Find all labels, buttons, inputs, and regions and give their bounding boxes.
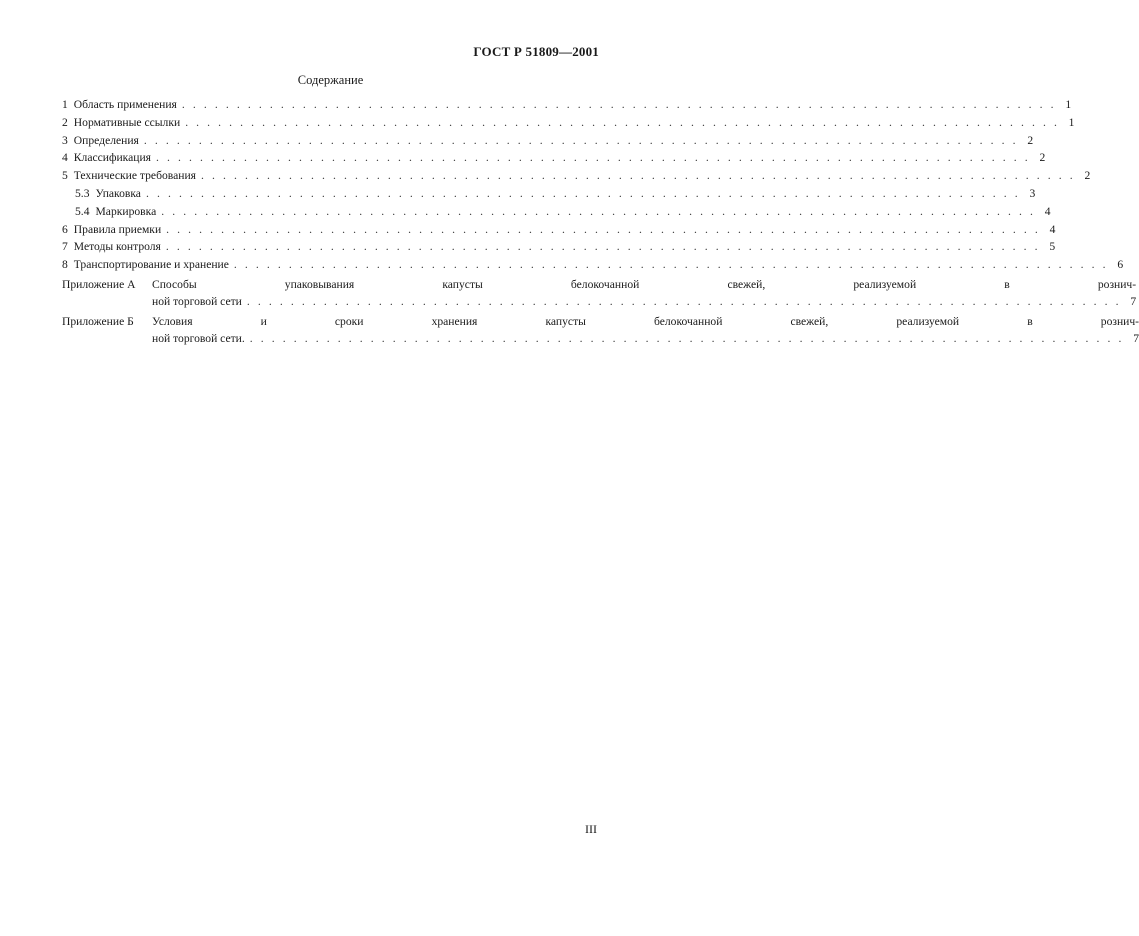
appendix-page: 7 — [1130, 295, 1137, 309]
toc-entry-label: Правила приемки — [73, 222, 162, 236]
toc-entry-6[interactable] — [62, 221, 1056, 239]
toc-entry-1[interactable] — [62, 96, 1072, 114]
toc-entry-5[interactable] — [62, 167, 1091, 185]
toc-entry-label: Упаковка — [95, 186, 141, 200]
toc-entry-number: 5 — [62, 169, 68, 183]
appendix-title-line2: ной торговой сети. — [152, 332, 245, 346]
toc-entry-7[interactable] — [62, 238, 1056, 256]
toc-entry-label: Область применения — [73, 98, 177, 111]
toc-entry-number: 3 — [62, 133, 68, 147]
toc-entry-label: Транспортирование и хранение — [73, 258, 229, 272]
toc-entry-label: Классификация — [73, 151, 152, 165]
toc-entry-label: Нормативные ссылки — [73, 115, 181, 129]
toc-entry-3[interactable] — [62, 132, 1034, 150]
toc-leader-dots: . . . . . . . . . . . . . . . . . . . . . . . . . . . . . . . . . . . . . . . . . . . . . . . . . . . . . . . . . . . . . . . . . . . . . . . . . . . . . . . . — [181, 98, 1057, 111]
toc-entry-number: 5.4 — [75, 204, 90, 218]
page-number: III — [585, 822, 597, 836]
toc-entry-label: Определения — [73, 133, 139, 147]
table-of-contents — [62, 96, 1139, 348]
toc-entry-4[interactable] — [62, 149, 1046, 167]
toc-entry-label: Технические требования — [73, 169, 196, 183]
toc-entry-page: 4 — [1044, 204, 1051, 218]
toc-leader-dots: . . . . . . . . . . . . . . . . . . . . . . . . . . . . . . . . . . . . . . . . . . . . . . . . . . . . . . . . . . . . . . . . . . . . . . . . . . . . . . . . — [249, 332, 1125, 346]
toc-leader-dots: . . . . . . . . . . . . . . . . . . . . . . . . . . . . . . . . . . . . . . . . . . . . . . . . . . . . . . . . . . . . . . . . . . . . . . . . . . . . . . . . — [156, 151, 1031, 165]
toc-title: Содержание — [297, 73, 364, 87]
toc-entry-page: 4 — [1049, 222, 1056, 236]
toc-entry-page: 6 — [1117, 258, 1124, 272]
appendix-body — [152, 276, 1136, 311]
toc-entry-number: 8 — [62, 258, 68, 272]
toc-entry-8[interactable] — [62, 256, 1124, 274]
appendix-title-line2-row — [152, 330, 1139, 348]
toc-entry-5-4[interactable] — [62, 203, 1051, 221]
toc-leader-dots: . . . . . . . . . . . . . . . . . . . . . . . . . . . . . . . . . . . . . . . . . . . . . . . . . . . . . . . . . . . . . . . . . . . . . . . . . . . . . . . . — [233, 258, 1109, 272]
appendix-body — [152, 313, 1139, 348]
appendix-tag: Приложение Б — [62, 314, 134, 328]
toc-leader-dots: . . . . . . . . . . . . . . . . . . . . . . . . . . . . . . . . . . . . . . . . . . . . . . . . . . . . . . . . . . . . . . . . . . . . . . . . . . . . . . . . — [246, 295, 1122, 309]
toc-entry-number: 4 — [62, 151, 68, 165]
toc-entry-2[interactable] — [62, 114, 1075, 132]
toc-entry-number: 1 — [62, 98, 68, 111]
appendix-page: 7 — [1133, 332, 1139, 346]
toc-entry-number: 7 — [62, 240, 68, 254]
toc-leader-dots: . . . . . . . . . . . . . . . . . . . . . . . . . . . . . . . . . . . . . . . . . . . . . . . . . . . . . . . . . . . . . . . . . . . . . . . . . . . . . . . . — [200, 169, 1076, 183]
document-code: ГОСТ Р 51809—2001 — [473, 44, 599, 59]
appendix-title-line1: Способы упаковывания капусты белокочанной свежей, реализуемой в рознич- — [152, 277, 1137, 291]
toc-entry-label: Маркировка — [95, 204, 157, 218]
toc-leader-dots: . . . . . . . . . . . . . . . . . . . . . . . . . . . . . . . . . . . . . . . . . . . . . . . . . . . . . . . . . . . . . . . . . . . . . . . . . . . . . . . . — [185, 115, 1060, 129]
toc-entry-page: 5 — [1049, 240, 1056, 254]
toc-entry-page: 1 — [1068, 115, 1075, 129]
toc-entry-number: 6 — [62, 222, 68, 236]
toc-entry-5-3[interactable] — [62, 185, 1036, 203]
toc-entry-number: 2 — [62, 115, 68, 129]
toc-appendix-a[interactable] — [62, 276, 1137, 311]
toc-leader-dots: . . . . . . . . . . . . . . . . . . . . . . . . . . . . . . . . . . . . . . . . . . . . . . . . . . . . . . . . . . . . . . . . . . . . . . . . . . . . . . . . — [165, 240, 1041, 254]
appendix-tag: Приложение А — [62, 277, 136, 291]
toc-appendix-b[interactable] — [62, 313, 1139, 348]
toc-entry-page: 2 — [1084, 169, 1091, 183]
toc-entry-page: 1 — [1065, 98, 1072, 111]
toc-entry-page: 3 — [1029, 186, 1036, 200]
appendix-title-line2: ной торговой сети — [152, 295, 242, 309]
toc-entry-page: 2 — [1039, 151, 1046, 165]
toc-leader-dots: . . . . . . . . . . . . . . . . . . . . . . . . . . . . . . . . . . . . . . . . . . . . . . . . . . . . . . . . . . . . . . . . . . . . . . . . . . . . . . . . — [166, 222, 1041, 236]
toc-leader-dots: . . . . . . . . . . . . . . . . . . . . . . . . . . . . . . . . . . . . . . . . . . . . . . . . . . . . . . . . . . . . . . . . . . . . . . . . . . . . . . . . — [145, 186, 1021, 200]
toc-entry-page: 2 — [1027, 133, 1034, 147]
toc-leader-dots: . . . . . . . . . . . . . . . . . . . . . . . . . . . . . . . . . . . . . . . . . . . . . . . . . . . . . . . . . . . . . . . . . . . . . . . . . . . . . . . . — [143, 133, 1019, 147]
appendix-title-line1: Условия и сроки хранения капусты белокочанной свежей, реализуемой в рознич- — [152, 314, 1139, 328]
appendix-title-line2-row — [152, 293, 1136, 311]
toc-entry-label: Методы контроля — [73, 240, 161, 254]
toc-entry-number: 5.3 — [75, 186, 90, 200]
toc-leader-dots: . . . . . . . . . . . . . . . . . . . . . . . . . . . . . . . . . . . . . . . . . . . . . . . . . . . . . . . . . . . . . . . . . . . . . . . . . . . . . . . . — [161, 204, 1036, 218]
